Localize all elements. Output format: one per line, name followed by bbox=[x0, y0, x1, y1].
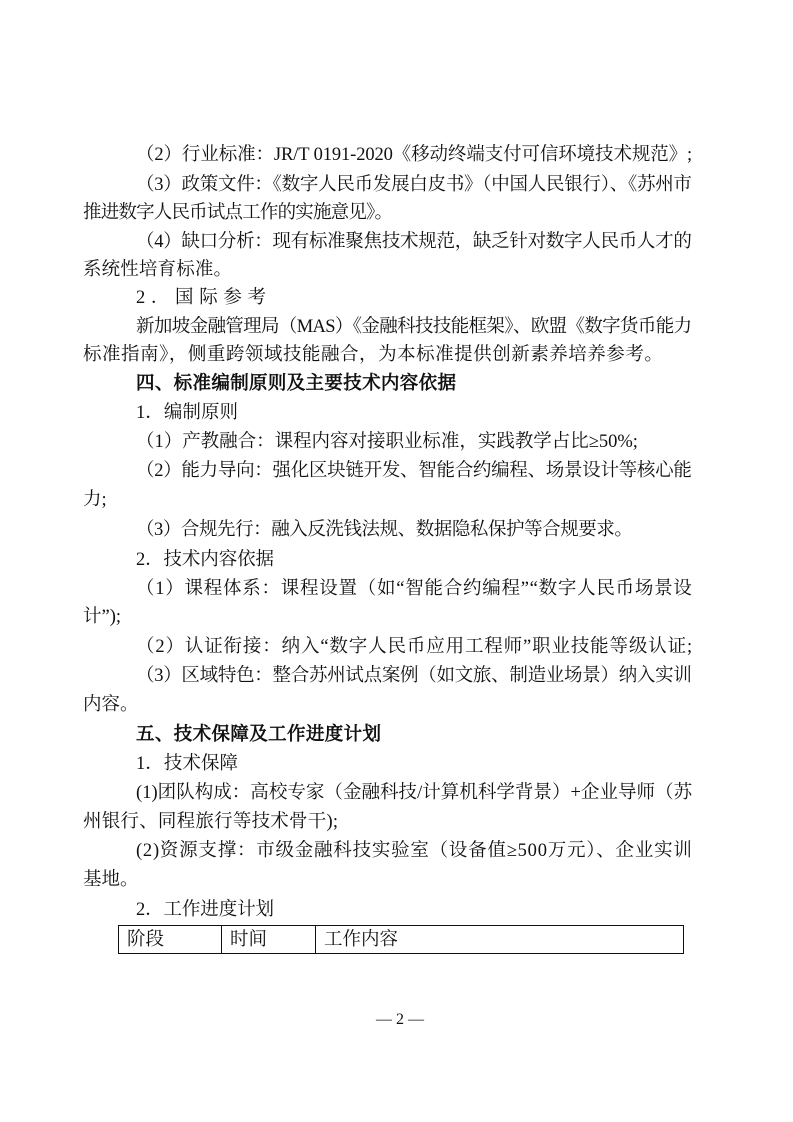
table-header-cell: 阶段 bbox=[119, 926, 222, 954]
subsection-title: 1．编制原则 bbox=[136, 403, 239, 423]
body-line: 基地。 bbox=[83, 870, 139, 890]
subsection-title: 2．工作进度计划 bbox=[136, 900, 274, 920]
body-line: （1）课程体系：课程设置（如“智能合约编程”“数字人民币场景设 bbox=[136, 579, 693, 599]
body-line: (1)团队构成：高校专家（金融科技/计算机科学背景）+企业导师（苏 bbox=[136, 783, 693, 803]
body-line: （2）行业标准：JR/T 0191-2020《移动终端支付可信环境技术规范》; bbox=[136, 145, 693, 165]
schedule-table bbox=[118, 925, 684, 954]
table-header-cell: 时间 bbox=[222, 926, 316, 954]
body-line: （4）缺口分析：现有标准聚焦技术规范，缺乏针对数字人民币人才的 bbox=[136, 232, 692, 252]
section-heading: 四、标准编制原则及主要技术内容依据 bbox=[136, 374, 457, 394]
body-line: （3）合规先行：融入反洗钱法规、数据隐私保护等合规要求。 bbox=[136, 520, 633, 540]
body-line: 系统性培育标准。 bbox=[83, 260, 233, 280]
body-line: 标准指南》，侧重跨领域技能融合，为本标准提供创新素养培养参考。 bbox=[83, 345, 664, 365]
table-header-cell: 工作内容 bbox=[316, 926, 684, 954]
body-line: （3）政策文件：《数字人民币发展白皮书》（中国人民银行）、《苏州市 bbox=[136, 175, 692, 195]
section-heading: 五、技术保障及工作进度计划 bbox=[136, 725, 382, 745]
body-line: 州银行、同程旅行等技术骨干); bbox=[83, 812, 339, 832]
body-line: （2）认证衔接：纳入“数字人民币应用工程师”职业技能等级认证; bbox=[136, 637, 693, 657]
body-line: （2）能力导向：强化区块链开发、智能合约编程、场景设计等核心能 bbox=[136, 461, 692, 481]
body-line: 内容。 bbox=[83, 695, 139, 715]
page-number: — 2 — bbox=[376, 1011, 424, 1028]
subsection-title: 1．技术保障 bbox=[136, 754, 239, 774]
body-line: （3）区域特色：整合苏州试点案例（如文旅、制造业场景）纳入实训 bbox=[136, 666, 692, 686]
body-line: 力; bbox=[83, 490, 107, 510]
table-header-row bbox=[119, 926, 684, 954]
subsection-title: 2．国际参考 bbox=[136, 288, 272, 308]
body-line: 计”); bbox=[83, 607, 122, 627]
body-line: （1）产教融合：课程内容对接职业标准，实践教学占比≥50%; bbox=[136, 432, 638, 452]
body-line: (2)资源支撑：市级金融科技实验室（设备值≥500万元）、企业实训 bbox=[136, 841, 693, 861]
body-line: 新加坡金融管理局（MAS）《金融科技技能框架》、欧盟《数字货币能力 bbox=[136, 317, 692, 337]
body-line: 推进数字人民币试点工作的实施意见》。 bbox=[83, 203, 393, 223]
subsection-title: 2．技术内容依据 bbox=[136, 550, 274, 570]
